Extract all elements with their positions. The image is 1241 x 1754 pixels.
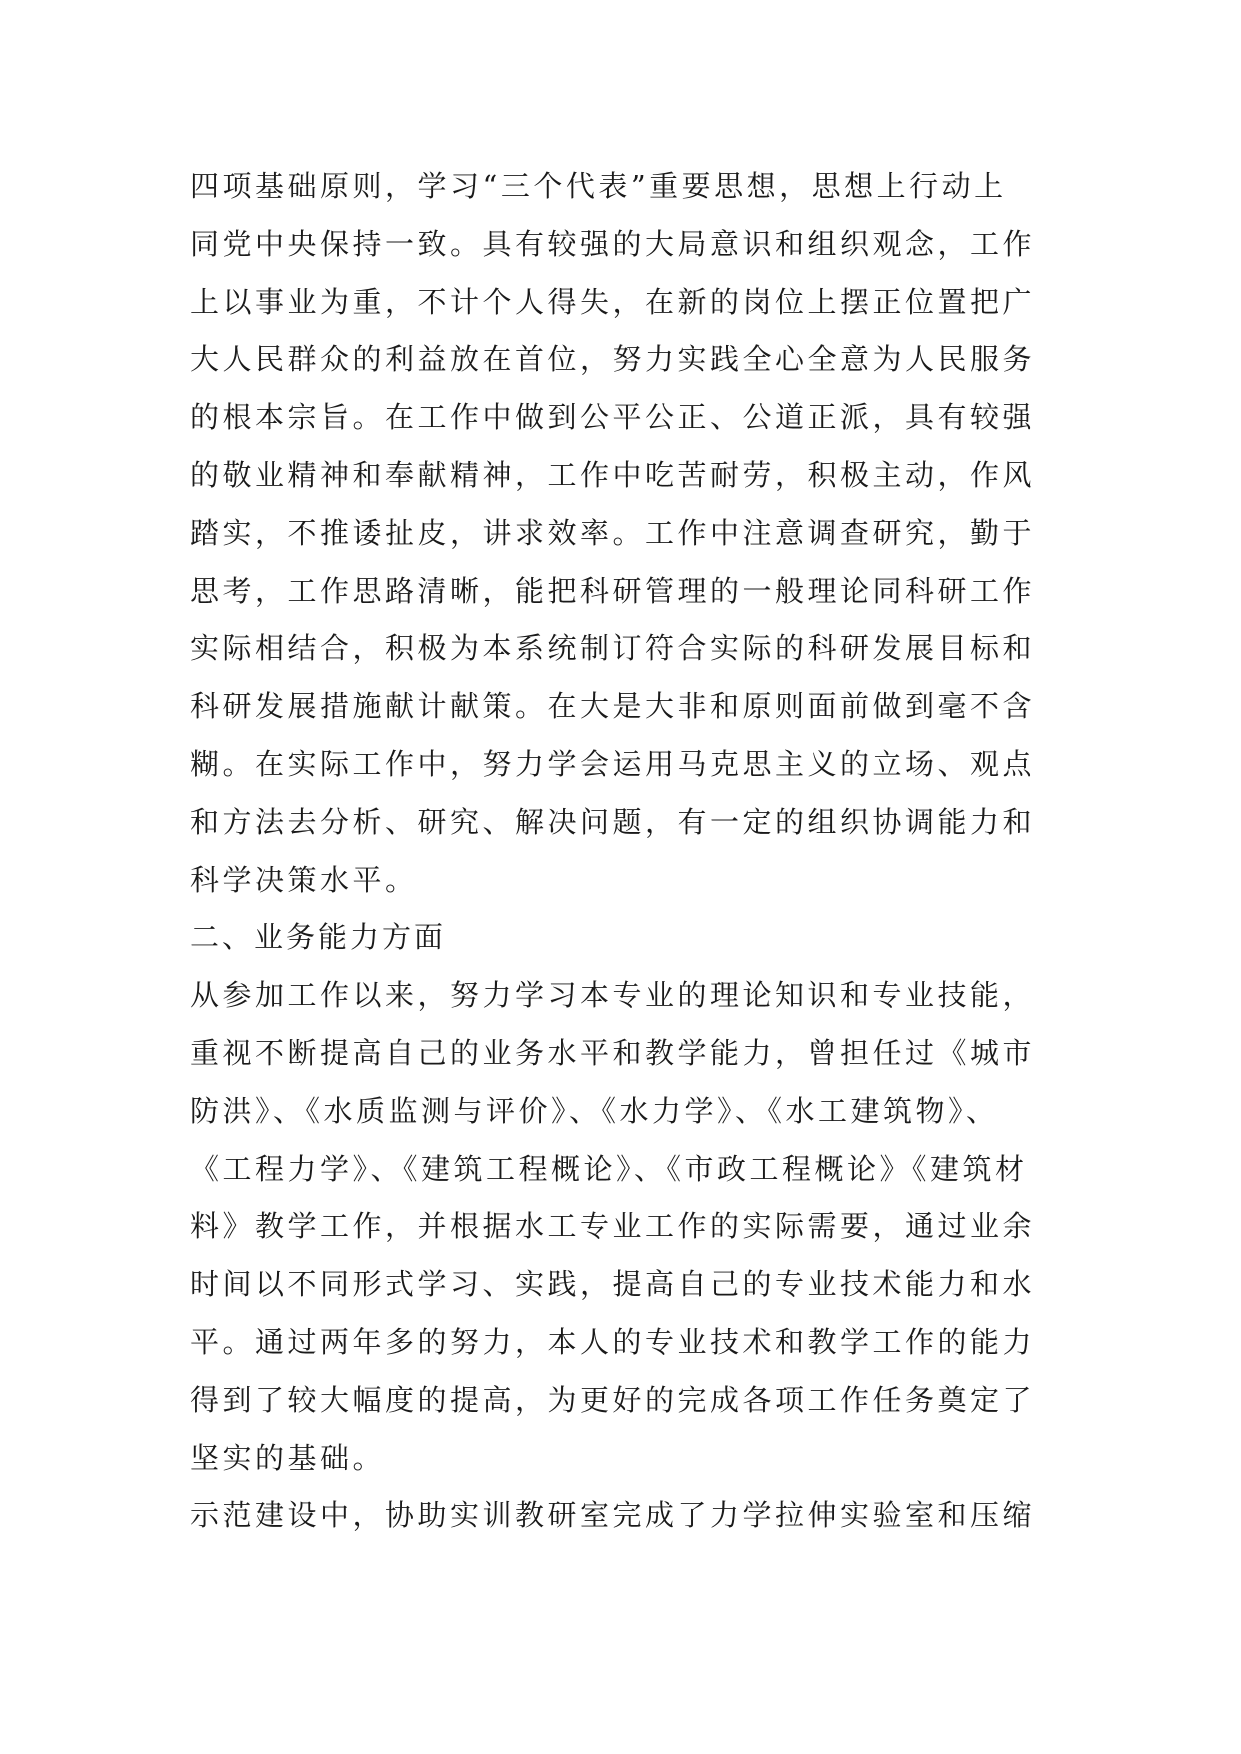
body-line: 平。通过两年多的努力，本人的专业技术和教学工作的能力 — [190, 1324, 1036, 1359]
body-line: 同党中央保持一致。具有较强的大局意识和组织观念，工作 — [190, 226, 1036, 261]
body-line: 和方法去分析、研究、解决问题，有一定的组织协调能力和 — [190, 804, 1036, 839]
body-line: 从参加工作以来，努力学习本专业的理论知识和专业技能， — [190, 978, 1036, 1013]
body-line: 示范建设中，协助实训教研室完成了力学拉伸实验室和压缩 — [190, 1498, 1036, 1533]
body-line: 重视不断提高自己的业务水平和教学能力，曾担任过《城市 — [190, 1035, 1036, 1070]
body-line: 思考，工作思路清晰，能把科研管理的一般理论同科研工作 — [190, 573, 1036, 608]
body-line: 时间以不同形式学习、实践，提高自己的专业技术能力和水 — [190, 1267, 1036, 1302]
body-line: 科学决策水平。 — [190, 862, 418, 897]
body-line: 料》教学工作，并根据水工专业工作的实际需要，通过业余 — [190, 1209, 1036, 1244]
body-line: 踏实，不推诿扯皮，讲求效率。工作中注意调查研究，勤于 — [190, 515, 1036, 550]
body-line: 得到了较大幅度的提高，为更好的完成各项工作任务奠定了 — [190, 1382, 1036, 1417]
body-line: 的根本宗旨。在工作中做到公平公正、公道正派，具有较强 — [190, 400, 1036, 435]
document-body — [190, 158, 1070, 1545]
body-line: 科研发展措施献计献策。在大是大非和原则面前做到毫不含 — [190, 689, 1036, 724]
body-line: 实际相结合，积极为本系统制订符合实际的科研发展目标和 — [190, 631, 1036, 666]
body-line: 的敬业精神和奉献精神，工作中吃苦耐劳，积极主动，作风 — [190, 457, 1036, 492]
body-line: 上以事业为重，不计个人得失，在新的岗位上摆正位置把广 — [190, 284, 1036, 319]
body-line: 四项基础原则，学习“三个代表”重要思想，思想上行动上 — [190, 169, 1007, 203]
body-line: 坚实的基础。 — [190, 1440, 386, 1475]
body-line: 防洪》、《水质监测与评价》、《水力学》、《水工建筑物》、 — [190, 1093, 999, 1128]
body-line: 大人民群众的利益放在首位，努力实践全心全意为人民服务 — [190, 342, 1036, 377]
body-line: 《工程力学》、《建筑工程概论》、《市政工程概论》《建筑材 — [190, 1151, 1028, 1186]
section-heading: 二、业务能力方面 — [190, 920, 447, 955]
body-line: 糊。在实际工作中，努力学会运用马克思主义的立场、观点 — [190, 746, 1036, 781]
